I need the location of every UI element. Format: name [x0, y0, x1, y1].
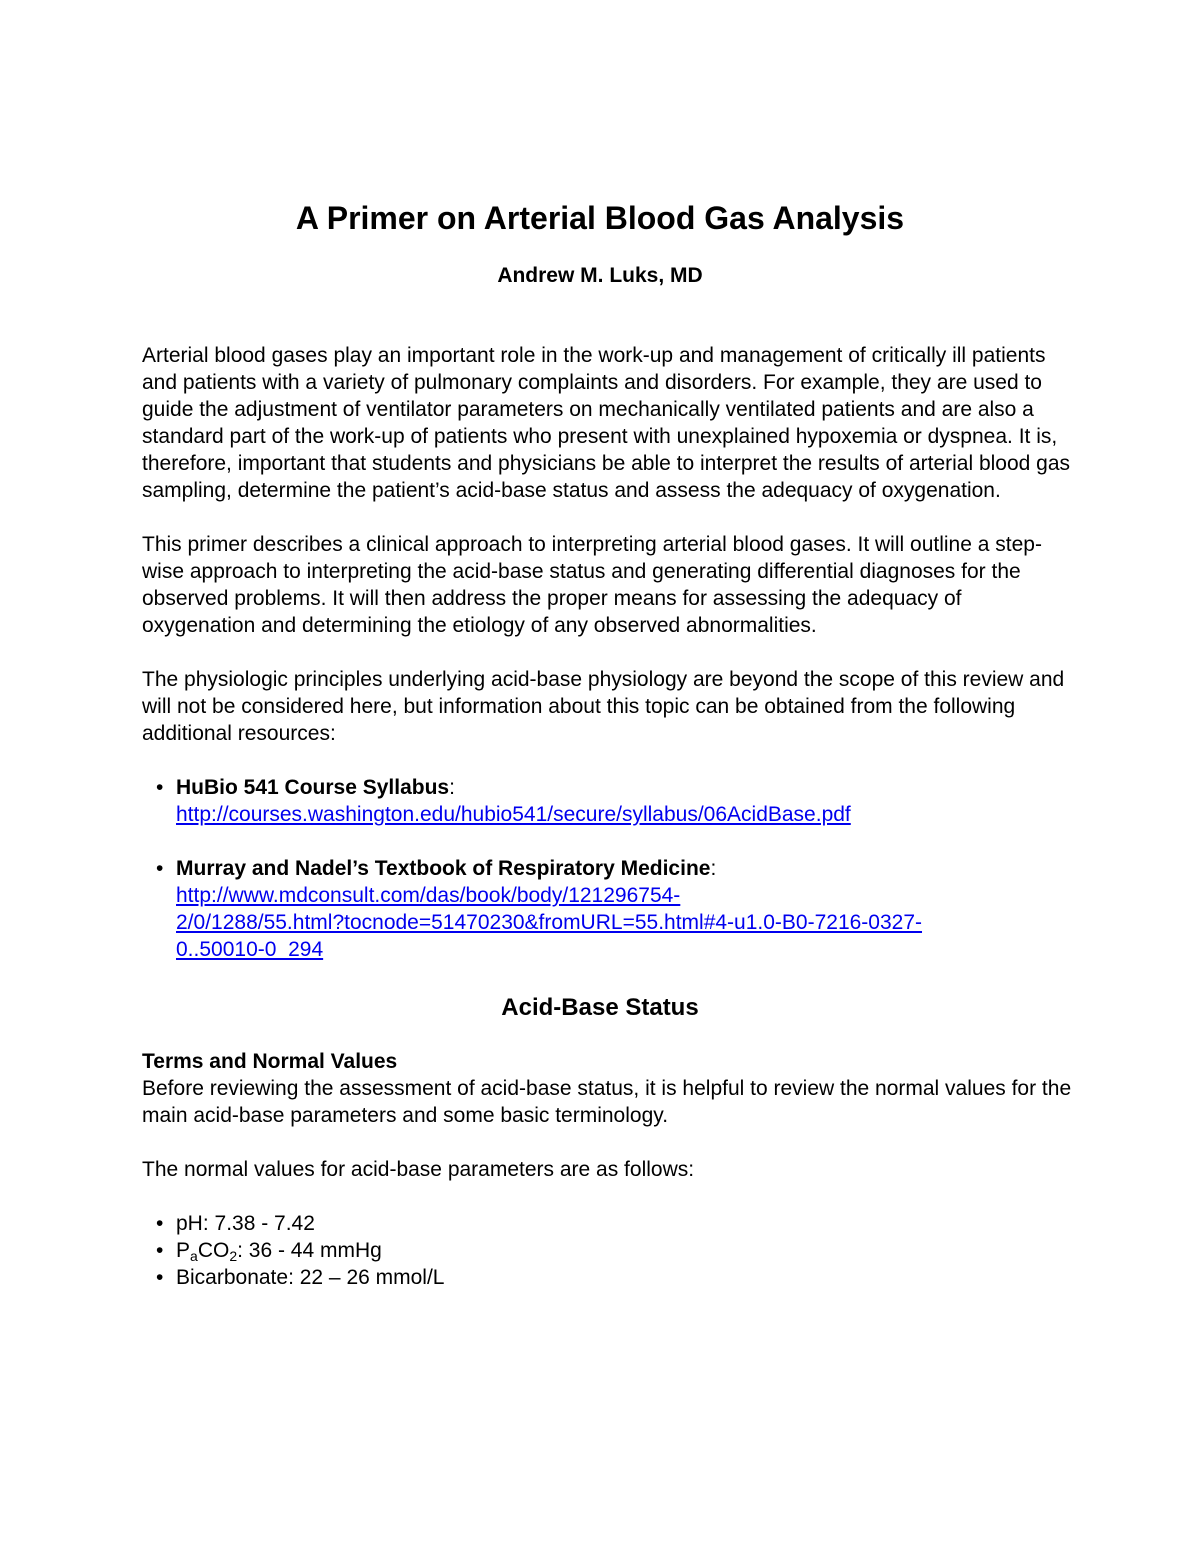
resource-suffix: : — [449, 776, 455, 799]
section-paragraph-2: The normal values for acid-base parameters are as follows: — [142, 1158, 695, 1181]
resource-link-textbook[interactable] — [176, 882, 1072, 963]
resource-item-textbook — [142, 855, 1072, 963]
bullet-icon: • — [156, 776, 164, 799]
value-item-paco2 — [142, 1237, 1072, 1264]
bullet-icon: • — [156, 857, 164, 880]
intro-paragraph-1: Arterial blood gases play an important role in the work-up and management of critically ill patients and patients with a variety of pulmonary complaints and disorders. For example, they are used to guide the adjustment of ventilator parameters on mechanically ventilated patients and are also a standard part of the work-up of patients who present with unexplained hypoxemia or dyspnea. It is, therefore, important that students and physicians be able to interpret the results of arterial blood gas sampling, determine the patient’s acid-base status and assess the adequacy of oxygenation. — [142, 344, 1071, 502]
value-item-ph — [142, 1210, 1072, 1237]
link-line: 0..50010-0_294 — [176, 938, 324, 961]
resource-name: HuBio 541 Course Syllabus — [176, 776, 450, 799]
bullet-icon: • — [156, 1212, 164, 1235]
value-paco2-sub-a: a — [190, 1248, 198, 1264]
value-paco2-mid: CO — [197, 1239, 230, 1262]
value-paco2-range: : 36 - 44 mmHg — [237, 1239, 382, 1262]
resource-suffix: : — [710, 857, 717, 880]
resource-link-syllabus[interactable] — [176, 801, 1072, 828]
value-ph: pH: 7.38 - 7.42 — [176, 1212, 315, 1235]
section-paragraph-1: Before reviewing the assessment of acid-base status, it is helpful to review the normal values for the main acid-base parameters and some basic terminology. — [142, 1077, 1072, 1127]
value-paco2-sub-2: 2 — [229, 1248, 238, 1264]
intro-paragraph-2: This primer describes a clinical approach to interpreting arterial blood gases. It will outline a step-wise approach to interpreting the acid-base status and generating differential diagnoses for the observed problems. It will then address the proper means for assessing the adequacy of oxygenation and determining the etiology of any observed abnormalities. — [142, 533, 1042, 637]
value-item-bicarbonate — [142, 1264, 1072, 1291]
bullet-icon: • — [156, 1239, 164, 1262]
link-line: http://www.mdconsult.com/das/book/body/121296754- — [176, 884, 681, 907]
link-line: http://courses.washington.edu/hubio541/secure/syllabus/06AcidBase.pdf — [176, 803, 851, 826]
section-heading: Acid-Base Status — [501, 994, 699, 1021]
intro-paragraph-3: The physiologic principles underlying acid-base physiology are beyond the scope of this review and will not be considered here, but information about this topic can be obtained from the following additional resources: — [142, 668, 1065, 745]
value-bicarbonate: Bicarbonate: 22 – 26 mmol/L — [176, 1266, 445, 1289]
document-title: A Primer on Arterial Blood Gas Analysis — [295, 200, 905, 236]
normal-values-list — [142, 1210, 1072, 1291]
author-line: Andrew M. Luks, MD — [497, 264, 703, 287]
value-paco2-prefix: P — [176, 1239, 191, 1262]
resource-list — [142, 774, 1072, 963]
resource-item-syllabus — [142, 774, 1072, 828]
bullet-icon: • — [156, 1266, 164, 1289]
section-subheading: Terms and Normal Values — [142, 1050, 398, 1073]
resource-name: Murray and Nadel’s Textbook of Respiratory Medicine — [176, 857, 711, 880]
link-line: 2/0/1288/55.html?tocnode=51470230&fromURL=55.html#4-u1.0-B0-7216-0327- — [176, 911, 923, 934]
document-page — [142, 196, 1072, 1291]
